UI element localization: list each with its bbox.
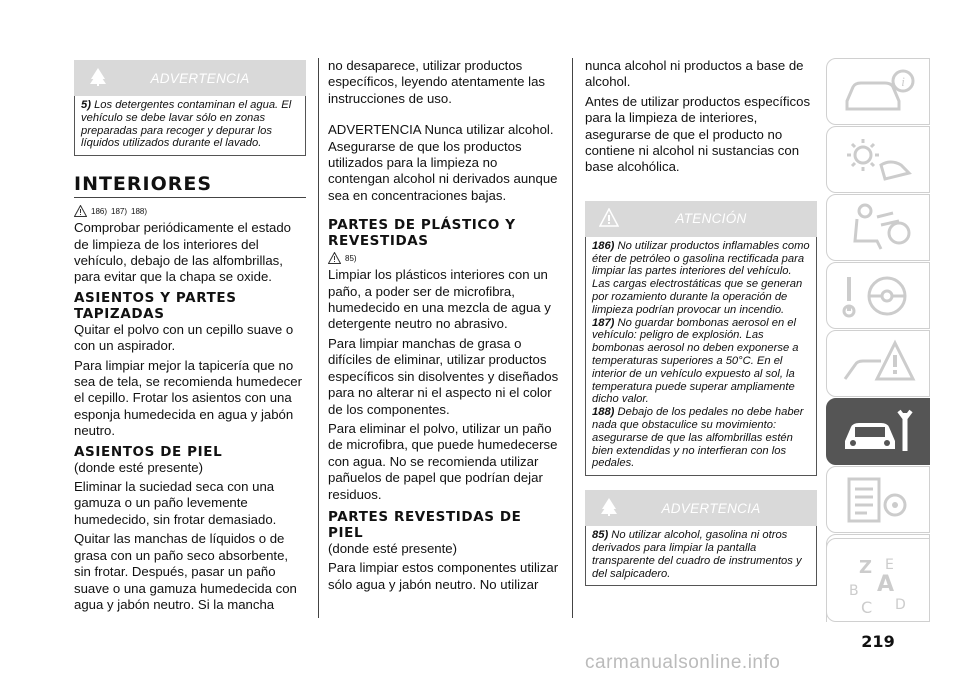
attention-item: [592, 406, 810, 470]
tab-car-service[interactable]: [826, 398, 930, 465]
paragraph: nunca alcohol ni productos a base de alcohol.: [585, 58, 804, 90]
tab-warning-road[interactable]: [826, 330, 930, 397]
specs-list-icon: [841, 475, 917, 525]
warning-number: 85): [592, 529, 609, 542]
column-1: [74, 60, 306, 616]
warning-triangle-icon: [599, 208, 619, 228]
attention-banner: [585, 201, 817, 237]
key-steering-icon: [841, 271, 917, 321]
paragraph: no desaparece, utilizar productos específicos, leyendo atentamente las instrucciones de uso.: [328, 58, 545, 106]
tab-seat-airbag[interactable]: [826, 194, 930, 261]
column-2: [328, 58, 560, 596]
attention-item: [592, 317, 810, 407]
paragraph: Limpiar los plásticos interiores con un paño, a poder ser de microfibra, humedecido en una mezcla de agua y detergente neutro no abrasivo.: [328, 267, 551, 332]
warning-title: ADVERTENCIA: [150, 70, 250, 86]
index-letter: D: [895, 597, 906, 613]
reference-85[interactable]: 85): [345, 253, 357, 263]
warning-road-icon: [841, 339, 917, 389]
column-divider: [318, 58, 319, 618]
paragraph: Quitar el polvo con un cepillo suave o con un aspirador.: [74, 321, 294, 354]
section-title-plastico: PARTES DE PLÁSTICO Y REVESTIDAS: [328, 217, 516, 250]
warning-triangle-icon: [74, 205, 87, 217]
reference-188[interactable]: 188): [131, 206, 148, 216]
tab-specs-list[interactable]: [826, 466, 930, 533]
paragraph: Para eliminar el polvo, utilizar un paño de microfibra, que puede humedecerse con agua. No se recomienda utilizar pañuelos de papel que podrían dejar residuos.: [328, 420, 558, 502]
paragraph: Quitar las manchas de líquidos o de grasa con un paño seco absorbente, sin frotar. Después, pasar un paño suave o una gamuza humedecida con agua y jabón neutro. Si la mancha: [74, 531, 297, 612]
watermark: carmanualsonline.info: [585, 652, 781, 673]
paragraph: Para limpiar estos componentes utilizar sólo agua y jabón neutro. No utilizar: [328, 560, 559, 592]
page-number: 219: [861, 632, 895, 651]
warning-text: Los detergentes contaminan el agua. El vehículo se debe lavar sólo en zonas preparadas para recoger y depurar los líquidos utilizados durante el lavado.: [81, 99, 292, 150]
warning-number: 5): [81, 99, 91, 111]
references: [328, 249, 560, 267]
column-divider: [572, 58, 573, 618]
tab-dashboard-lights[interactable]: [826, 126, 930, 193]
attention-text: No utilizar productos inflamables como éter de petróleo o gasolina rectificada para limpiar las partes interiores del vehículo. Las cargas electrostáticas que se generan por rozamiento durante la operación de limpieza podrían provocar un incendio.: [592, 239, 810, 316]
index-letters-icon: [827, 539, 931, 623]
attention-number: 188): [592, 406, 615, 419]
paragraph: Para limpiar mejor la tapicería que no sea de tela, se recomienda humedecer el cepillo. Frotar los asientos con una esponja humedecida en agua y jabón neutro.: [74, 357, 302, 439]
tab-car-info[interactable]: [826, 58, 930, 125]
paragraph: Antes de utilizar productos específicos para la limpieza de interiores, asegurarse de que el producto no contiene ni alcohol ni sustancias con base alcohólica.: [585, 93, 811, 175]
reference-186[interactable]: 186): [91, 206, 108, 216]
dashboard-lights-icon: [841, 135, 917, 185]
attention-text: Debajo de los pedales no debe haber nada que obstaculice su movimiento: asegurarse de que las alfombrillas estén bien extendidas y no interfieran con los pedales.: [592, 406, 804, 470]
svg-text:i: i: [901, 74, 905, 89]
reference-187[interactable]: 187): [111, 206, 128, 216]
paragraph: (donde esté presente): [328, 540, 458, 556]
paragraph: Eliminar la suciedad seca con una gamuza o un paño levemente humedecido, sin frotar demasiado.: [74, 479, 277, 527]
tab-key-steering[interactable]: [826, 262, 930, 329]
warning-banner: [585, 490, 817, 526]
section-title-asientos: ASIENTOS Y PARTES TAPIZADAS: [74, 289, 237, 322]
car-info-icon: [841, 67, 917, 117]
tab-index-letters[interactable]: [826, 538, 930, 622]
environment-warning-icon: [599, 497, 619, 517]
warning-banner: [74, 60, 306, 96]
paragraph: ADVERTENCIA Nunca utilizar alcohol. Asegurarse de que los productos utilizados para la limpieza no contengan alcohol ni derivados aunque sea en concentraciones bajas.: [328, 122, 558, 203]
warning-title: ADVERTENCIA: [661, 500, 761, 516]
environment-warning-icon: [88, 67, 108, 87]
paragraph: Comprobar periódicamente el estado de limpieza de los interiores del vehículo, debajo de las alfombrillas, para evitar que la chapa se oxide.: [74, 220, 291, 285]
warning-box: [74, 96, 306, 156]
attention-number: 186): [592, 239, 615, 252]
index-letter: Z: [859, 557, 873, 578]
references: [74, 202, 306, 220]
attention-text: No guardar bombonas aerosol en el vehículo: peligro de explosión. Las bombonas aerosol no deben exponerse a temperaturas superiores a 50°C. En el interior de un vehículo expuesto al sol, la temperatura puede superar ampliamente dicho valor.: [592, 316, 799, 406]
warning-text: No utilizar alcohol, gasolina ni otros derivados para limpiar la pantalla transparente del cuadro de instrumentos y del salpicadero.: [592, 529, 802, 580]
warning-triangle-icon: [328, 252, 341, 264]
attention-title: ATENCIÓN: [675, 211, 747, 227]
column-3: [585, 58, 817, 586]
paragraph: Para limpiar manchas de grasa o difíciles de eliminar, utilizar productos específicos sin disolventes y diseñados para no alterar ni el aspecto ni el color de los componentes.: [328, 335, 559, 417]
index-letter: A: [877, 572, 895, 597]
car-service-icon: [841, 407, 917, 457]
index-letter: B: [849, 583, 859, 599]
title-rule: [74, 197, 306, 198]
index-letter: C: [861, 598, 873, 617]
attention-box: [585, 237, 817, 476]
section-title-revestidas-piel: PARTES REVESTIDAS DE PIEL: [328, 508, 522, 541]
seat-airbag-icon: [841, 203, 917, 253]
paragraph: (donde esté presente): [74, 459, 204, 475]
attention-number: 187): [592, 316, 615, 329]
section-title-interiores: INTERIORES: [74, 173, 213, 196]
warning-box: [585, 526, 817, 586]
section-title-asientos-piel: ASIENTOS DE PIEL: [74, 443, 223, 460]
index-letter: E: [885, 557, 894, 573]
attention-item: [592, 240, 810, 317]
